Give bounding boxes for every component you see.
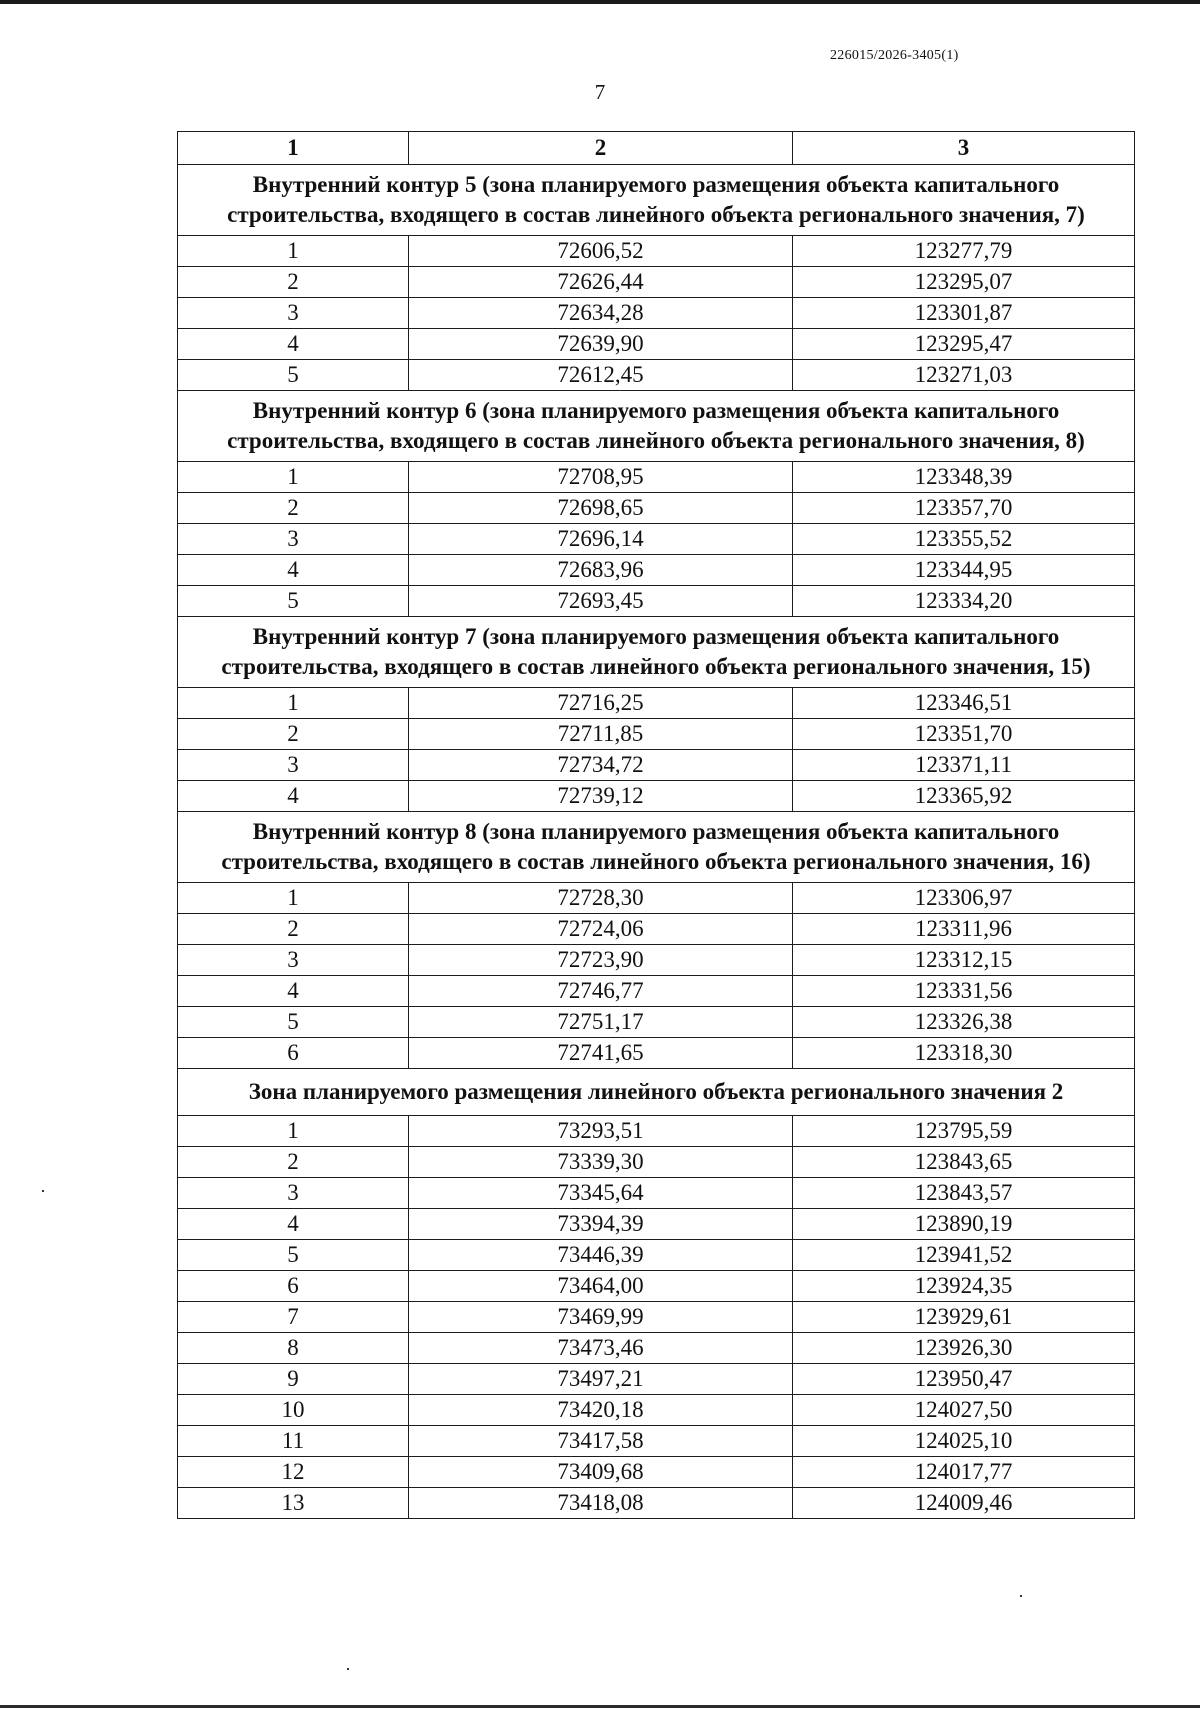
cell-y-coordinate: 123348,39 bbox=[793, 462, 1135, 493]
table-row bbox=[178, 750, 1135, 781]
section-title: Внутренний контур 6 (зона планируемого размещения объекта капитального строительства, входящего в состав линейного объекта регионального значения, 8) bbox=[178, 391, 1135, 462]
cell-y-coordinate: 123371,11 bbox=[793, 750, 1135, 781]
table-row bbox=[178, 1426, 1135, 1457]
cell-point-number: 3 bbox=[178, 524, 409, 555]
table-row bbox=[178, 945, 1135, 976]
cell-y-coordinate: 123890,19 bbox=[793, 1209, 1135, 1240]
cell-y-coordinate: 123344,95 bbox=[793, 555, 1135, 586]
cell-y-coordinate: 123301,87 bbox=[793, 298, 1135, 329]
table-row bbox=[178, 1038, 1135, 1069]
cell-x-coordinate: 72626,44 bbox=[409, 267, 793, 298]
table-row bbox=[178, 1395, 1135, 1426]
cell-y-coordinate: 123326,38 bbox=[793, 1007, 1135, 1038]
cell-y-coordinate: 123351,70 bbox=[793, 719, 1135, 750]
table-row bbox=[178, 883, 1135, 914]
cell-y-coordinate: 123355,52 bbox=[793, 524, 1135, 555]
cell-x-coordinate: 72746,77 bbox=[409, 976, 793, 1007]
cell-y-coordinate: 124027,50 bbox=[793, 1395, 1135, 1426]
cell-x-coordinate: 72728,30 bbox=[409, 883, 793, 914]
scan-edge-top bbox=[0, 0, 1200, 4]
table-row bbox=[178, 267, 1135, 298]
cell-point-number: 1 bbox=[178, 236, 409, 267]
table-row bbox=[178, 1116, 1135, 1147]
cell-point-number: 3 bbox=[178, 945, 409, 976]
cell-point-number: 3 bbox=[178, 298, 409, 329]
cell-y-coordinate: 123334,20 bbox=[793, 586, 1135, 617]
cell-x-coordinate: 72708,95 bbox=[409, 462, 793, 493]
cell-y-coordinate: 123318,30 bbox=[793, 1038, 1135, 1069]
cell-y-coordinate: 123365,92 bbox=[793, 781, 1135, 812]
header-cell-y: 3 bbox=[793, 132, 1135, 165]
cell-y-coordinate: 123924,35 bbox=[793, 1271, 1135, 1302]
cell-y-coordinate: 124009,46 bbox=[793, 1488, 1135, 1519]
page-number: 7 bbox=[594, 80, 606, 104]
cell-point-number: 4 bbox=[178, 329, 409, 360]
table-row bbox=[178, 1333, 1135, 1364]
cell-point-number: 3 bbox=[178, 750, 409, 781]
cell-point-number: 5 bbox=[178, 1007, 409, 1038]
table-row bbox=[178, 524, 1135, 555]
cell-y-coordinate: 123271,03 bbox=[793, 360, 1135, 391]
cell-x-coordinate: 72711,85 bbox=[409, 719, 793, 750]
section-title-row bbox=[178, 391, 1135, 462]
table-row bbox=[178, 688, 1135, 719]
cell-point-number: 4 bbox=[178, 976, 409, 1007]
cell-x-coordinate: 72751,17 bbox=[409, 1007, 793, 1038]
table-row bbox=[178, 298, 1135, 329]
table-row bbox=[178, 1240, 1135, 1271]
cell-x-coordinate: 72612,45 bbox=[409, 360, 793, 391]
table-row bbox=[178, 1302, 1135, 1333]
cell-x-coordinate: 73409,68 bbox=[409, 1457, 793, 1488]
cell-point-number: 2 bbox=[178, 493, 409, 524]
cell-point-number: 2 bbox=[178, 267, 409, 298]
cell-x-coordinate: 73420,18 bbox=[409, 1395, 793, 1426]
cell-y-coordinate: 123295,07 bbox=[793, 267, 1135, 298]
cell-x-coordinate: 72741,65 bbox=[409, 1038, 793, 1069]
cell-y-coordinate: 123795,59 bbox=[793, 1116, 1135, 1147]
table-row bbox=[178, 1488, 1135, 1519]
cell-x-coordinate: 73345,64 bbox=[409, 1178, 793, 1209]
cell-point-number: 8 bbox=[178, 1333, 409, 1364]
cell-point-number: 5 bbox=[178, 360, 409, 391]
cell-x-coordinate: 73417,58 bbox=[409, 1426, 793, 1457]
table-row bbox=[178, 236, 1135, 267]
cell-x-coordinate: 73464,00 bbox=[409, 1271, 793, 1302]
cell-x-coordinate: 73418,08 bbox=[409, 1488, 793, 1519]
table-row bbox=[178, 1209, 1135, 1240]
table-row bbox=[178, 1271, 1135, 1302]
table-row bbox=[178, 360, 1135, 391]
cell-y-coordinate: 123926,30 bbox=[793, 1333, 1135, 1364]
cell-point-number: 1 bbox=[178, 688, 409, 719]
cell-x-coordinate: 73394,39 bbox=[409, 1209, 793, 1240]
section-title-row bbox=[178, 617, 1135, 688]
cell-point-number: 11 bbox=[178, 1426, 409, 1457]
cell-point-number: 6 bbox=[178, 1038, 409, 1069]
cell-x-coordinate: 72716,25 bbox=[409, 688, 793, 719]
cell-y-coordinate: 123311,96 bbox=[793, 914, 1135, 945]
cell-x-coordinate: 72634,28 bbox=[409, 298, 793, 329]
cell-x-coordinate: 72698,65 bbox=[409, 493, 793, 524]
table-row bbox=[178, 555, 1135, 586]
table-row bbox=[178, 493, 1135, 524]
table-row bbox=[178, 329, 1135, 360]
cell-y-coordinate: 123843,65 bbox=[793, 1147, 1135, 1178]
cell-y-coordinate: 123306,97 bbox=[793, 883, 1135, 914]
cell-x-coordinate: 73497,21 bbox=[409, 1364, 793, 1395]
cell-y-coordinate: 123277,79 bbox=[793, 236, 1135, 267]
cell-point-number: 5 bbox=[178, 586, 409, 617]
cell-x-coordinate: 72639,90 bbox=[409, 329, 793, 360]
section-title: Внутренний контур 7 (зона планируемого размещения объекта капитального строительства, входящего в состав линейного объекта регионального значения, 15) bbox=[178, 617, 1135, 688]
cell-point-number: 4 bbox=[178, 555, 409, 586]
cell-x-coordinate: 73339,30 bbox=[409, 1147, 793, 1178]
table-header-row bbox=[178, 132, 1135, 165]
cell-point-number: 7 bbox=[178, 1302, 409, 1333]
table-row bbox=[178, 1457, 1135, 1488]
cell-y-coordinate: 123312,15 bbox=[793, 945, 1135, 976]
header-cell-x: 2 bbox=[409, 132, 793, 165]
cell-x-coordinate: 73293,51 bbox=[409, 1116, 793, 1147]
document-id: 226015/2026-3405(1) bbox=[830, 48, 959, 63]
cell-y-coordinate: 123346,51 bbox=[793, 688, 1135, 719]
cell-point-number: 2 bbox=[178, 719, 409, 750]
cell-y-coordinate: 123929,61 bbox=[793, 1302, 1135, 1333]
cell-x-coordinate: 72693,45 bbox=[409, 586, 793, 617]
cell-y-coordinate: 123843,57 bbox=[793, 1178, 1135, 1209]
cell-x-coordinate: 73469,99 bbox=[409, 1302, 793, 1333]
cell-point-number: 1 bbox=[178, 462, 409, 493]
scan-speck bbox=[347, 1668, 349, 1670]
cell-x-coordinate: 72606,52 bbox=[409, 236, 793, 267]
cell-x-coordinate: 73473,46 bbox=[409, 1333, 793, 1364]
table-row bbox=[178, 1364, 1135, 1395]
cell-y-coordinate: 124025,10 bbox=[793, 1426, 1135, 1457]
scan-edge-bottom bbox=[0, 1705, 1200, 1708]
cell-point-number: 1 bbox=[178, 1116, 409, 1147]
cell-point-number: 13 bbox=[178, 1488, 409, 1519]
section-title-row bbox=[178, 1069, 1135, 1116]
section-title: Внутренний контур 5 (зона планируемого размещения объекта капитального строительства, входящего в состав линейного объекта регионального значения, 7) bbox=[178, 165, 1135, 236]
table-row bbox=[178, 914, 1135, 945]
cell-y-coordinate: 123357,70 bbox=[793, 493, 1135, 524]
cell-point-number: 10 bbox=[178, 1395, 409, 1426]
cell-point-number: 4 bbox=[178, 1209, 409, 1240]
section-title: Зона планируемого размещения линейного объекта регионального значения 2 bbox=[178, 1069, 1135, 1116]
cell-point-number: 6 bbox=[178, 1271, 409, 1302]
cell-x-coordinate: 72723,90 bbox=[409, 945, 793, 976]
coordinates-table bbox=[177, 131, 1135, 1519]
cell-y-coordinate: 123950,47 bbox=[793, 1364, 1135, 1395]
table-row bbox=[178, 719, 1135, 750]
cell-point-number: 2 bbox=[178, 914, 409, 945]
cell-point-number: 9 bbox=[178, 1364, 409, 1395]
section-title-row bbox=[178, 812, 1135, 883]
cell-point-number: 2 bbox=[178, 1147, 409, 1178]
table-row bbox=[178, 462, 1135, 493]
cell-point-number: 1 bbox=[178, 883, 409, 914]
cell-y-coordinate: 123295,47 bbox=[793, 329, 1135, 360]
table-row bbox=[178, 1178, 1135, 1209]
cell-x-coordinate: 73446,39 bbox=[409, 1240, 793, 1271]
table-row bbox=[178, 1147, 1135, 1178]
cell-point-number: 5 bbox=[178, 1240, 409, 1271]
cell-x-coordinate: 72734,72 bbox=[409, 750, 793, 781]
scan-speck bbox=[42, 1190, 44, 1192]
table-row bbox=[178, 1007, 1135, 1038]
cell-x-coordinate: 72724,06 bbox=[409, 914, 793, 945]
cell-x-coordinate: 72696,14 bbox=[409, 524, 793, 555]
header-cell-point: 1 bbox=[178, 132, 409, 165]
cell-x-coordinate: 72739,12 bbox=[409, 781, 793, 812]
coordinates-table-body bbox=[178, 132, 1135, 1519]
scan-speck bbox=[1020, 1595, 1022, 1597]
cell-y-coordinate: 123331,56 bbox=[793, 976, 1135, 1007]
cell-point-number: 3 bbox=[178, 1178, 409, 1209]
cell-point-number: 4 bbox=[178, 781, 409, 812]
cell-x-coordinate: 72683,96 bbox=[409, 555, 793, 586]
section-title-row bbox=[178, 165, 1135, 236]
table-row bbox=[178, 976, 1135, 1007]
table-row bbox=[178, 781, 1135, 812]
cell-y-coordinate: 124017,77 bbox=[793, 1457, 1135, 1488]
table-row bbox=[178, 586, 1135, 617]
cell-y-coordinate: 123941,52 bbox=[793, 1240, 1135, 1271]
cell-point-number: 12 bbox=[178, 1457, 409, 1488]
section-title: Внутренний контур 8 (зона планируемого размещения объекта капитального строительства, входящего в состав линейного объекта регионального значения, 16) bbox=[178, 812, 1135, 883]
